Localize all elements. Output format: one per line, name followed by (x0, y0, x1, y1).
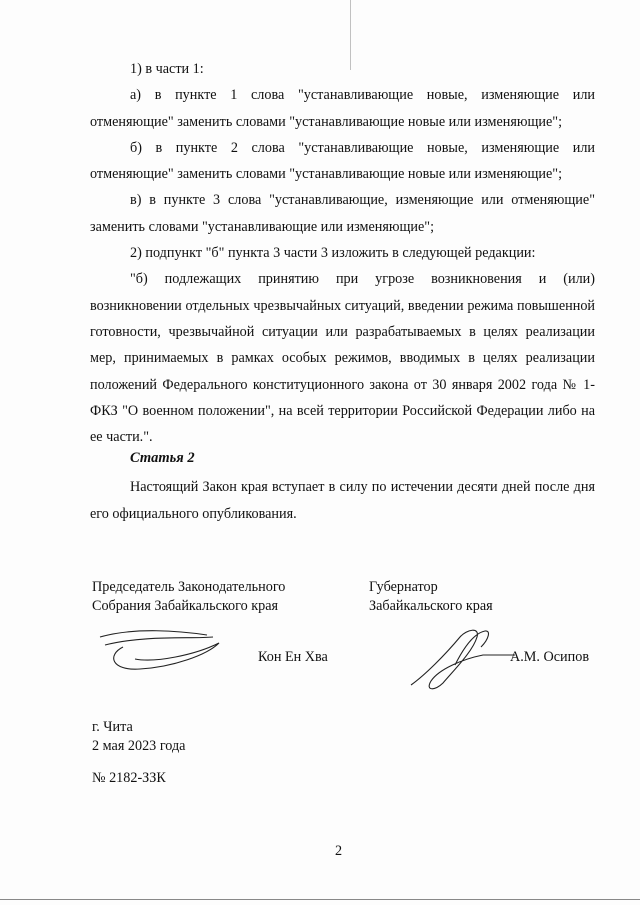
law-number: № 2182-ЗЗК (92, 770, 166, 786)
date: 2 мая 2023 года (92, 738, 186, 754)
right-title-line-2: Забайкальского края (369, 598, 493, 614)
signatory-right-title (369, 578, 493, 616)
paragraph-item-a: а) в пункте 1 слова "устанавливающие новые, изменяющие или отменяющие" заменить словами "устанавливающие новые или изменяющие"; (90, 87, 595, 130)
left-handwritten-signature (95, 625, 225, 675)
city: г. Чита (92, 719, 133, 735)
right-title-line-1: Губернатор (369, 579, 438, 595)
signatory-left-name: Кон Ен Хва (258, 649, 328, 665)
paragraph-new-wording: "б) подлежащих принятию при угрозе возникновения и (или) возникновении отдельных чрезвычайных ситуаций, введении режима повышенной готовности, чрезвычайной ситуации или разрабатываемых в целях реализации мер, принимаемых в рамках особых режимов, вводимых в целях реализации положений Федерального конституционного закона от 30 января 2002 года № 1-ФКЗ "О военном положении", на всей территории Российской Федерации либо на ее части.". (90, 271, 595, 446)
left-title-line-2: Собрания Забайкальского края (92, 598, 279, 614)
paragraph-subitem-2: 2) подпункт "б" пункта 3 части 3 изложить в следующей редакции: (130, 245, 536, 262)
paragraph-part-1: 1) в части 1: (130, 61, 204, 77)
article-2-heading: Статья 2 (130, 450, 195, 466)
page-number: 2 (335, 843, 343, 859)
place-and-date (92, 718, 185, 756)
document-body (90, 56, 595, 450)
paragraph-item-v: в) в пункте 3 слова "устанавливающие, изменяющие или отменяющие" заменить словами "устанавливающие или изменяющие"; (90, 192, 595, 235)
page-bottom-edge (0, 899, 640, 900)
left-title-line-1: Председатель Законодательного (92, 579, 286, 595)
paragraph-item-b: б) в пункте 2 слова "устанавливающие новые, изменяющие или отменяющие" заменить словами "устанавливающие новые или изменяющие"; (90, 139, 595, 183)
signatory-left-title (92, 578, 285, 616)
right-handwritten-signature (405, 625, 520, 693)
article-2-text: Настоящий Закон края вступает в силу по истечении десяти дней после дня его официального опубликования. (90, 479, 595, 522)
signatory-right-name: А.М. Осипов (510, 649, 590, 665)
